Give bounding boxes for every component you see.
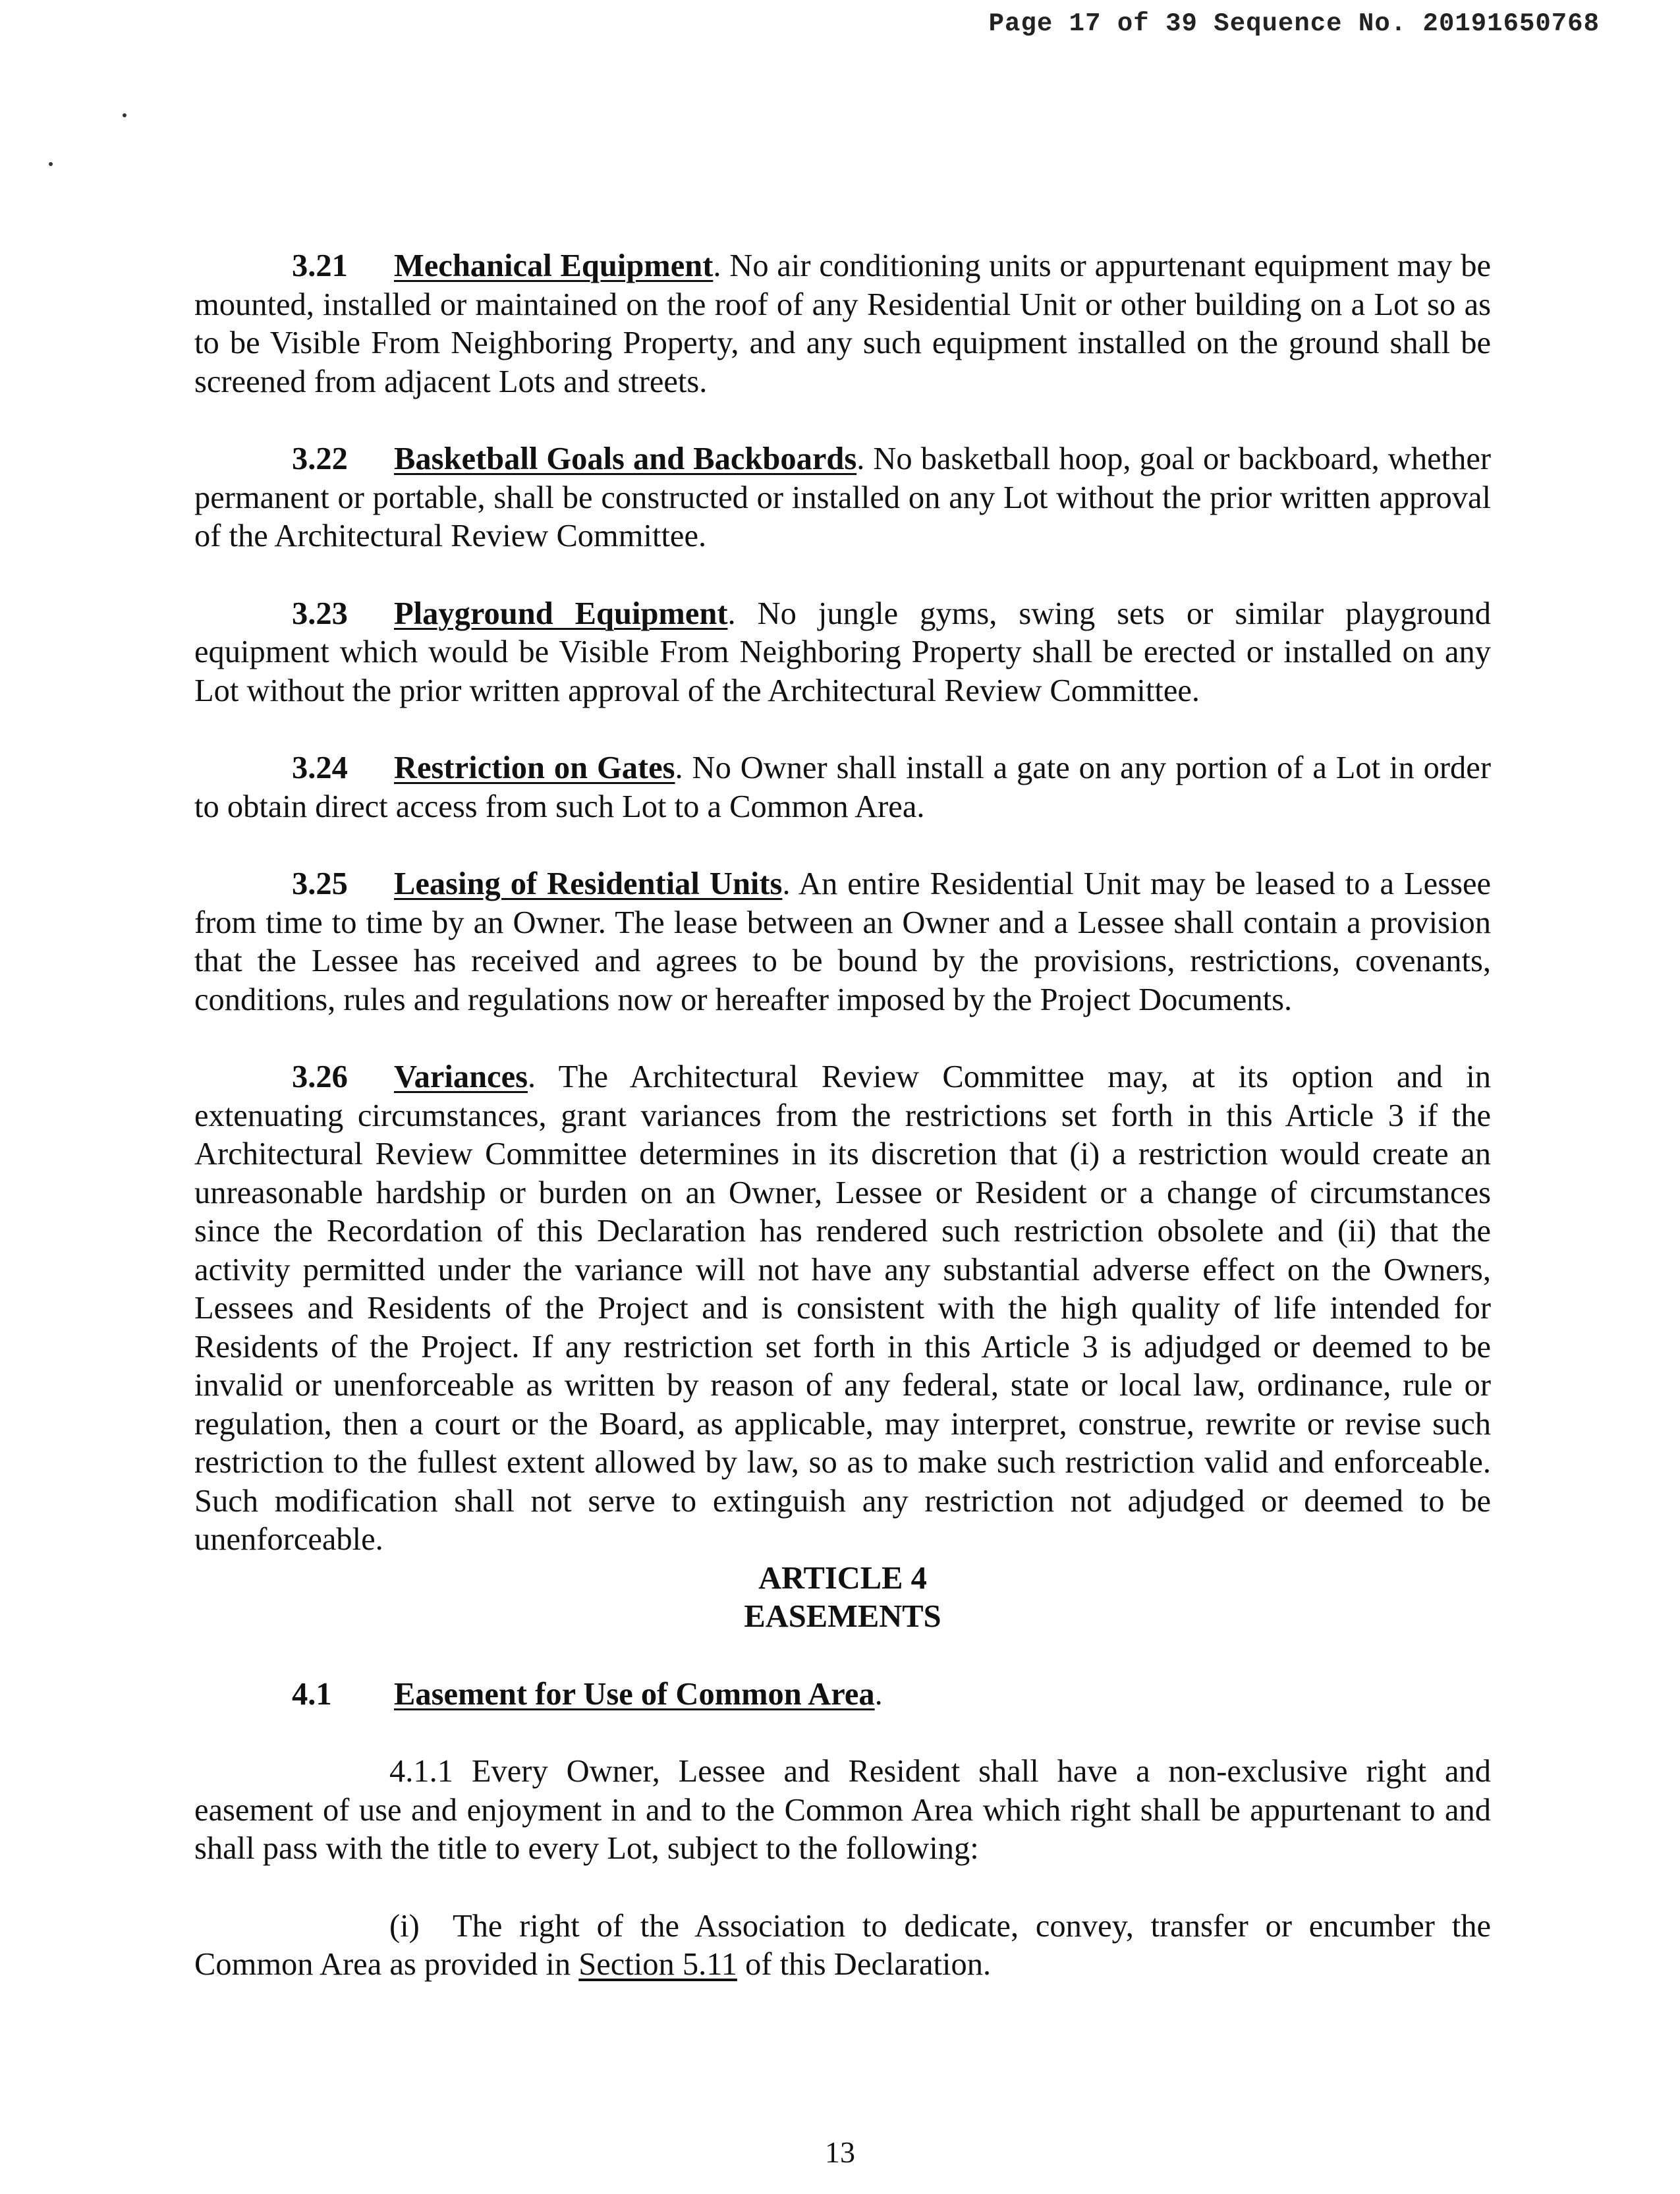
section-title: Restriction on Gates: [394, 750, 675, 785]
section-number: 3.24: [292, 750, 348, 785]
section-text: . No Owner shall install a gate on any portion of a Lot in order to obtain direct access from such Lot to a Common Area.: [194, 750, 1491, 824]
section-number: 3.23: [292, 596, 348, 631]
section-text: . An entire Residential Unit may be leased to a Lessee from time to time by an Owner. The lease between an Owner and a Lessee shall contain a provision that the Lessee has received and agrees to be bound by the provisions, restrictions, covenants, conditions, rules and regulations now or hereafter imposed by the Project Documents.: [194, 866, 1492, 1017]
page-number: 13: [825, 2135, 855, 2169]
section-text: . No air conditioning units or appurtenant equipment may be mounted, installed or maintained on the roof of any Residential Unit or other building on a Lot so as to be Visible From Neighboring Property, and any such equipment installed on the ground shall be screened from adjacent Lots and streets.: [194, 248, 1491, 399]
section-title: Variances: [394, 1059, 528, 1094]
section-number: 3.21: [292, 248, 348, 283]
clause-text-before: The right of the Association to dedicate, convey, transfer or encumber the Common Area as provided in: [194, 1908, 1491, 1982]
section-reference-link: Section 5.11: [578, 1947, 737, 1982]
section-title: Mechanical Equipment: [394, 248, 714, 283]
subsection-4-1: [194, 1675, 1491, 1714]
section-3-23: [194, 595, 1491, 711]
subsection-title: Easement for Use of Common Area: [394, 1676, 875, 1712]
scan-speck: [49, 162, 53, 166]
section-3-26: [194, 1058, 1491, 1560]
section-title: Leasing of Residential Units: [394, 866, 783, 901]
section-3-22: [194, 440, 1491, 556]
page-header: Page 17 of 39 Sequence No. 20191650768: [988, 9, 1600, 38]
article-heading: [194, 1560, 1491, 1637]
section-text: . The Architectural Review Committee may, at its option and in extenuating circumstances, grant variances from the restrictions set forth in this Article 3 if the Architectural Review Committee determines in its discretion that (i) a restriction would create an unreasonable hardship or burden on an Owner, Lessee or Resident or a change of circumstances since the Recordation of this Declaration has rendered such restriction obsolete and (ii) that the activity permitted under the variance will not have any substantial adverse effect on the Owners, Lessees and Residents of the Project and is consistent with the high quality of life intended for Residents of the Project. If any restriction set forth in this Article 3 is adjudged or deemed to be invalid or unenforceable as written by reason of any federal, state or local law, ordinance, rule or regulation, then a court or the Board, as applicable, may interpret, construe, rewrite or revise such restriction to the fullest extent allowed by law, so as to make such restriction valid and enforceable. Such modification shall not serve to extinguish any restriction not adjudged or deemed to be unenforceable.: [194, 1059, 1491, 1557]
section-number: 3.26: [292, 1059, 348, 1094]
section-3-24: [194, 749, 1491, 826]
section-number: 3.25: [292, 866, 348, 901]
clause-4-1-1: 4.1.1 Every Owner, Lessee and Resident shall have a non-exclusive right and easement of use and enjoyment in and to the Common Area which right shall be appurtenant to and shall pass with the title to every Lot, subject to the following:: [194, 1754, 1491, 1866]
section-3-21: [194, 247, 1491, 401]
section-number: 3.22: [292, 441, 348, 476]
clause-text-after: of this Declaration.: [737, 1947, 992, 1982]
subsection-number: 4.1: [292, 1676, 332, 1712]
document-body: [194, 247, 1491, 1984]
subsection-period: .: [874, 1676, 883, 1712]
article-title: EASEMENTS: [744, 1599, 941, 1634]
section-text: . No jungle gyms, swing sets or similar playground equipment which would be Visible From Neighboring Property shall be erected or installed on any Lot without the prior written approval of the Architectural Review Committee.: [194, 596, 1492, 708]
section-3-25: [194, 865, 1491, 1019]
section-title: Basketball Goals and Backboards: [394, 441, 857, 476]
clause-label: (i): [389, 1908, 420, 1944]
clause-i: [194, 1907, 1491, 1984]
section-title: Playground Equipment: [394, 596, 728, 631]
scan-speck: [123, 113, 126, 117]
section-text: . No basketball hoop, goal or backboard, whether permanent or portable, shall be constructed or installed on any Lot without the prior written approval of the Architectural Review Committee.: [194, 441, 1491, 553]
article-number: ARTICLE 4: [758, 1560, 927, 1596]
